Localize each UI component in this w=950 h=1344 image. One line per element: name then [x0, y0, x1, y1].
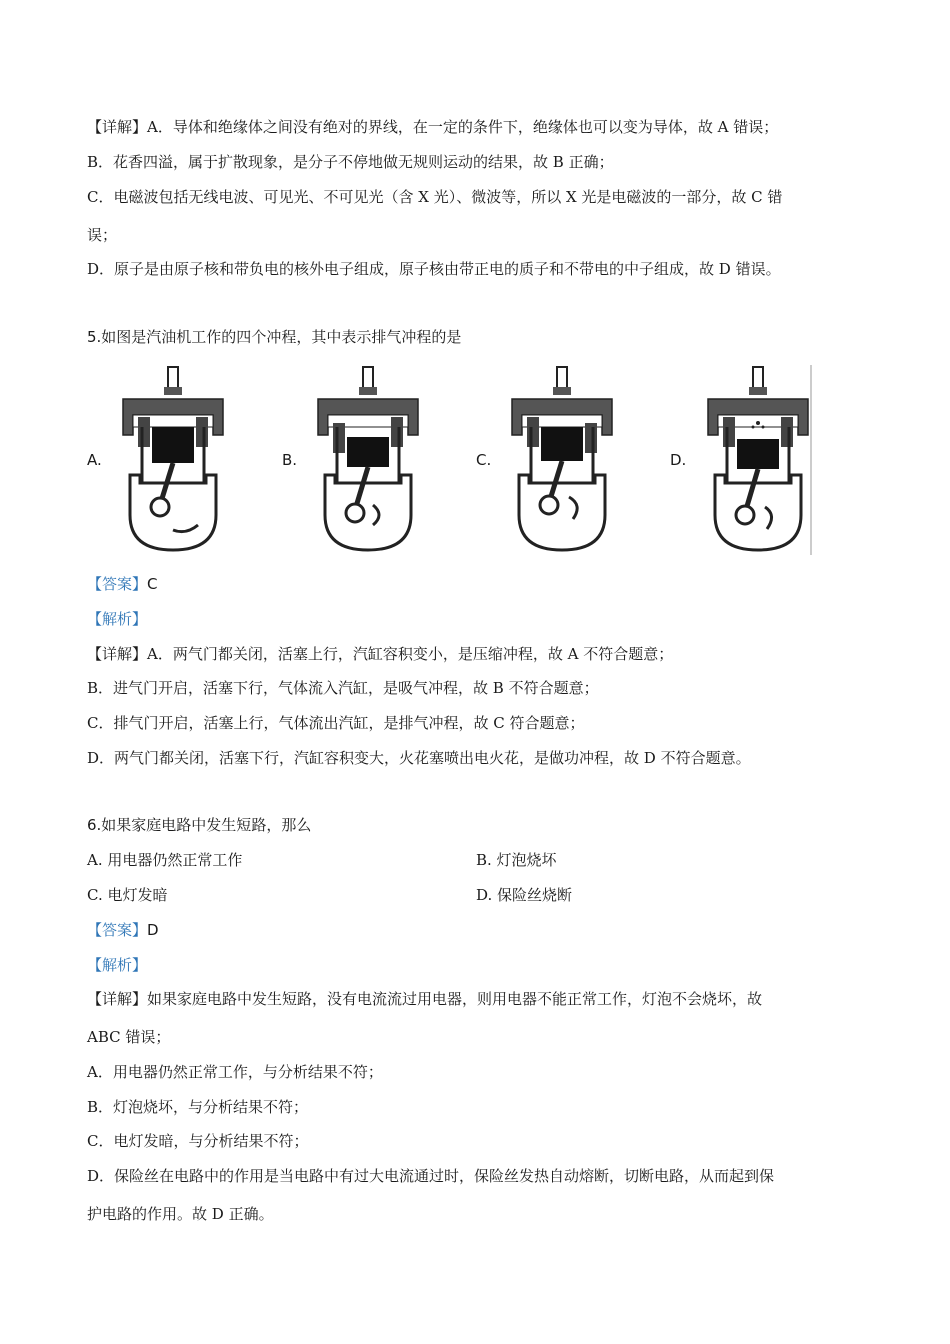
engine-exhaust-icon — [507, 365, 617, 555]
q6-detail-line-5: C．电灯发暗，与分析结果不符； — [87, 1132, 309, 1150]
q5-detail-line-4: D．两气门都关闭，活塞下行，汽缸容积变大，火花塞喷出电火花，是做功冲程，故 D 不符合题意。 — [87, 749, 751, 767]
q4-detail-line-4: 误； — [87, 226, 118, 244]
q6-detail-line-3: A．用电器仍然正常工作，与分析结果不符； — [87, 1063, 383, 1081]
engine-diagram-d — [703, 365, 813, 555]
q6-option-a: A. 用电器仍然正常工作 — [87, 851, 243, 869]
q6-detail-line-2: ABC 错误； — [87, 1028, 171, 1046]
q5-stem: 5.如图是汽油机工作的四个冲程，其中表示排气冲程的是 — [87, 328, 462, 346]
answer-tag: 【答案】 — [87, 921, 148, 939]
q4-detail-line-3: C．电磁波包括无线电波、可见光、不可见光（含 X 光）、微波等，所以 X 光是电磁波的一部分，故 C 错 — [87, 188, 783, 206]
q6-detail-line-7: 护电路的作用。故 D 正确。 — [87, 1205, 274, 1223]
q6-answer-row — [87, 920, 159, 940]
analysis-tag: 【解析】 — [87, 956, 148, 974]
q6-detail-line-1: 【详解】如果家庭电路中发生短路，没有电流流过用电器，则用电器不能正常工作，灯泡不会烧坏，故 — [87, 990, 763, 1008]
answer-tag: 【答案】 — [87, 575, 148, 593]
q5-detail-line-1: 【详解】A．两气门都关闭，活塞上行，汽缸容积变小，是压缩冲程，故 A 不符合题意； — [87, 645, 674, 663]
engine-diagram-b — [313, 365, 423, 555]
engine-intake-icon — [313, 365, 423, 555]
answer-value: C — [147, 575, 158, 593]
q5-detail-line-2: B．进气门开启，活塞下行，气体流入汽缸，是吸气冲程，故 B 不符合题意； — [87, 679, 599, 697]
analysis-tag: 【解析】 — [87, 610, 148, 628]
q5-option-b-label: B. — [282, 451, 298, 469]
engine-diagram-c — [507, 365, 617, 555]
engine-compression-icon — [118, 365, 228, 555]
q5-option-c-label: C. — [476, 451, 492, 469]
q4-detail-line-5: D．原子是由原子核和带负电的核外电子组成，原子核由带正电的质子和不带电的中子组成，故 D 错误。 — [87, 260, 781, 278]
q6-option-d: D. 保险丝烧断 — [476, 886, 573, 904]
q5-option-d-label: D. — [670, 451, 687, 469]
q5-option-a-label: A. — [87, 451, 102, 469]
q6-detail-line-4: B．灯泡烧坏，与分析结果不符； — [87, 1098, 309, 1116]
q4-detail-line-2: B．花香四溢，属于扩散现象，是分子不停地做无规则运动的结果，故 B 正确； — [87, 153, 614, 171]
q5-answer-row — [87, 574, 158, 594]
q6-detail-line-6: D．保险丝在电路中的作用是当电路中有过大电流通过时，保险丝发热自动熔断，切断电路，从而起到保 — [87, 1167, 775, 1185]
q6-stem: 6.如果家庭电路中发生短路，那么 — [87, 816, 312, 834]
answer-value: D — [147, 921, 159, 939]
engine-power-icon — [703, 365, 813, 555]
q5-detail-line-3: C．排气门开启，活塞上行，气体流出汽缸，是排气冲程，故 C 符合题意； — [87, 714, 585, 732]
q4-detail-line-1: 【详解】A．导体和绝缘体之间没有绝对的界线，在一定的条件下，绝缘体也可以变为导体，故 A 错误； — [87, 118, 779, 136]
q6-option-c: C. 电灯发暗 — [87, 886, 168, 904]
engine-diagram-a — [118, 365, 228, 555]
q6-option-b: B. 灯泡烧坏 — [476, 851, 557, 869]
